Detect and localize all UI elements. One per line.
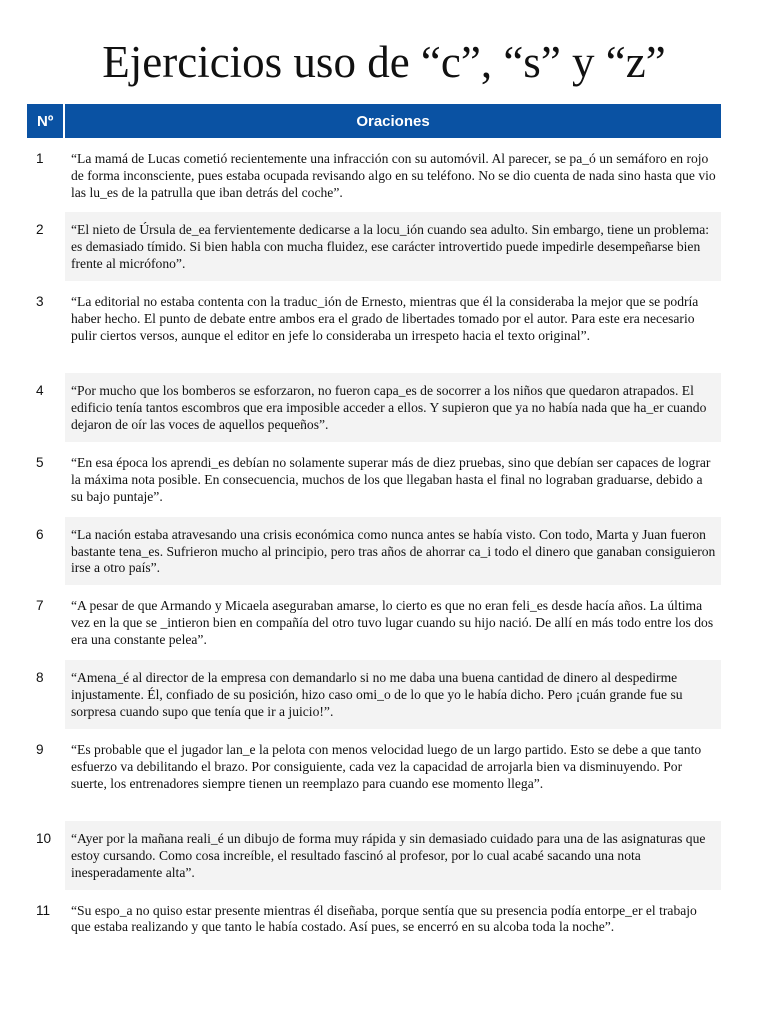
table-row (27, 657, 721, 729)
row-sentence: “En esa época los aprendi_es debían no solamente superar más de diez pruebas, sino que debían ser capaces de lograr la máxima nota posible. En consecuencia, muchos de los que llegaban hasta el final no lograban graduarse, debido a su bajo puntaje”. (65, 442, 721, 513)
table-row (27, 514, 721, 585)
row-sentence: “A pesar de que Armando y Micaela aseguraban amarse, lo cierto es que no eran feli_es desde hacía años. La última vez en la que se _intieron bien en compañía del otro tuvo lugar cuando su hijo nació. De allí en más todo entre los dos era una constante pelea”. (65, 585, 721, 657)
row-number: 6 (27, 514, 65, 585)
row-sentence: “La editorial no estaba contenta con la traduc_ión de Ernesto, mientras que él la consideraba la mejor que se podría haber hecho. El punto de debate entre ambos era el grado de libertades tomado por el autor. Para este era necesario pulir ciertos versos, aunque el editor en jefe lo consideraba un irrespeto hacia el texto original”. (65, 281, 721, 370)
table-row (27, 209, 721, 281)
header-number: Nº (27, 104, 65, 138)
table-row (27, 818, 721, 889)
row-number: 7 (27, 585, 65, 657)
table-row (27, 585, 721, 657)
table-row (27, 138, 721, 209)
row-sentence: “Por mucho que los bomberos se esforzaron, no fueron capa_es de socorrer a los niños que quedaron atrapados. El edificio tenía tantos escombros que era imposible acceder a ellos. Y supieron que ya no había nada que ha_er cuando dejaron de oír las voces de aquellos pequeños”. (65, 370, 721, 442)
row-sentence: “Es probable que el jugador lan_e la pelota con menos velocidad luego de un largo partido. Esto se debe a que tanto esfuerzo va debilitando el brazo. Por consiguiente, cada vez la capacidad de arrojarla bien va disminuyendo. Por suerte, los entrenadores siempre tienen un reemplazo para cuando ese momento llega”. (65, 729, 721, 818)
table-row (27, 370, 721, 442)
table-row (27, 729, 721, 818)
row-number: 2 (27, 209, 65, 281)
row-number: 9 (27, 729, 65, 818)
table-row (27, 442, 721, 513)
page-title: Ejercicios uso de “c”, “s” y “z” (102, 37, 666, 87)
row-number: 5 (27, 442, 65, 513)
row-sentence: “Su espo_a no quiso estar presente mientras él diseñaba, porque sentía que su presencia podía entorpe_er el trabajo que estaba realizando y que tanto le había costado. Así pues, se encerró en su alcoba toda la noche”. (65, 890, 721, 961)
row-number: 3 (27, 281, 65, 370)
exercise-table (27, 104, 721, 961)
header-sentences: Oraciones (65, 104, 721, 138)
row-sentence: “Amena_é al director de la empresa con demandarlo si no me daba una buena cantidad de dinero al despedirme injustamente. Él, confiado de su posición, hizo caso omi_o de lo que yo le había dicho. Pero ¡cuán grande fue su sorpresa cuando supo que tenía que ir a juicio!”. (65, 657, 721, 729)
table-row (27, 281, 721, 370)
table-row (27, 890, 721, 961)
row-number: 1 (27, 138, 65, 209)
row-sentence: “La nación estaba atravesando una crisis económica como nunca antes se había visto. Con todo, Marta y Juan fueron bastante tena_es. Sufrieron mucho al principio, pero tras años de ahorrar ca_i todo el dinero que ganaban consiguieron irse a otro país”. (65, 514, 721, 585)
row-sentence: “La mamá de Lucas cometió recientemente una infracción con su automóvil. Al parecer, se pa_ó un semáforo en rojo de forma inconsciente, pues estaba ocupada revisando algo en su teléfono. No se dio cuenta de nada sino hasta que vio las lu_es de la patrulla que iban detrás del coche”. (65, 138, 721, 209)
row-number: 8 (27, 657, 65, 729)
row-number: 11 (27, 890, 65, 961)
table-header-row (27, 104, 721, 138)
row-sentence: “Ayer por la mañana reali_é un dibujo de forma muy rápida y sin demasiado cuidado para una de las asignaturas que estoy cursando. Como cosa increíble, el resultado fascinó al profesor, por lo cual acabé sacando una nota inesperadamente alta”. (65, 818, 721, 889)
row-sentence: “El nieto de Úrsula de_ea fervientemente dedicarse a la locu_ión cuando sea adulto. Sin embargo, tiene un problema: es demasiado tímido. Si bien habla con mucha fluidez, ese carácter introvertido puede impedirle desempeñarse bien frente al micrófono”. (65, 209, 721, 281)
row-number: 4 (27, 370, 65, 442)
row-number: 10 (27, 818, 65, 889)
